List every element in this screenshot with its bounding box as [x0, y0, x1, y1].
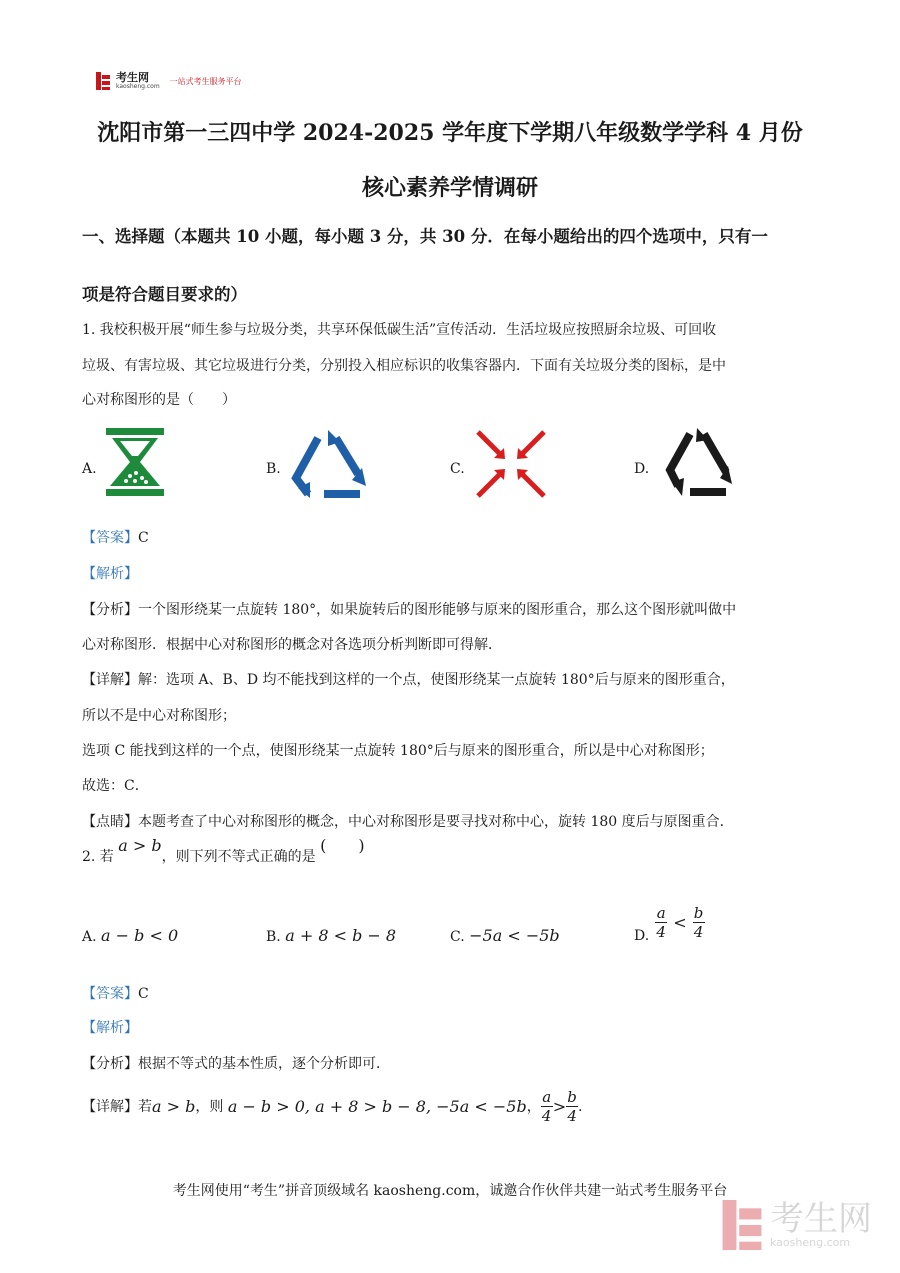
q1-stem-line2: 垃圾、有害垃圾、其它垃圾进行分类，分别投入相应标识的收集容器内．下面有关垃圾分类的图标，是中 [82, 358, 726, 374]
q1-stem-line1: 1. 我校积极开展“师生参与垃圾分类，共享环保低碳生活”宣传活动．生活垃圾应按照厨余垃圾、可回收 [82, 322, 717, 338]
page-title-line1: 沈阳市第一三四中学 2024-2025 学年度下学期八年级数学学科 4 月份 [97, 120, 803, 146]
q2-analysis-tag: 【解析】 [82, 1020, 138, 1036]
q2-answer-tag: 【答案】 [82, 986, 138, 1002]
q1-option-c-label: C. [450, 461, 465, 477]
q2-option-d-frac2 [693, 904, 705, 941]
q1-xiangjie-line2: 所以不是中心对称图形； [82, 708, 236, 724]
section-heading-line2: 项是符合题目要求的） [82, 285, 247, 304]
q1-dianjing [82, 812, 734, 832]
q2-paren: ( ) [320, 836, 365, 855]
q2-answer [82, 984, 149, 1004]
frac-numerator: b [693, 904, 704, 922]
q1-stem-line3: 心对称图形的是（ ） [82, 392, 236, 408]
frac-denominator: 4 [693, 923, 704, 941]
q2-option-a-expr: a − b < 0 [101, 926, 179, 945]
q1-fenxi-text1: 一个图形绕某一点旋转 180°，如果旋转后的图形能够与原来的图形重合，那么这个图形就叫做中 [138, 602, 737, 618]
q2-xiangjie [82, 1088, 592, 1125]
q1-option-d-label: D. [634, 461, 650, 477]
frac-numerator: a [542, 1088, 552, 1106]
q2-xj-rel: > [552, 1096, 567, 1116]
q2-xj-frac1 [541, 1088, 553, 1125]
q2-option-b [266, 926, 396, 945]
watermark-domain: kaosheng.com [770, 1235, 851, 1249]
page-title-line2: 核心素养学情调研 [361, 175, 538, 201]
q2-stem-post: ，则下列不等式正确的是 [161, 849, 316, 865]
q2-fenxi-tag: 【分析】 [82, 1056, 138, 1072]
q1-xiangjie-line3: 选项 C 能找到这样的一个点，使图形绕某一点旋转 180°后与原来的图形重合，所以是中心对称图形； [82, 743, 714, 759]
q2-xiangjie-tag: 【详解】 [82, 1098, 138, 1115]
logo-name: 考生网 [116, 71, 149, 84]
q2-stem-pre: 2. 若 [82, 849, 114, 865]
q2-fenxi [82, 1054, 390, 1074]
watermark-name: 考生网 [770, 1198, 872, 1239]
q2-option-a-label: A. [82, 929, 97, 945]
q2-answer-value: C [138, 986, 149, 1002]
q2-option-d-label: D. [634, 927, 650, 944]
q1-dianjing-tag: 【点睛】 [82, 814, 138, 830]
site-logo [96, 72, 242, 90]
logo-slogan: 一站式考生服务平台 [169, 76, 242, 86]
frac-denominator: 4 [656, 923, 666, 941]
q2-option-b-label: B. [266, 929, 281, 945]
q1-xiangjie-line4: 故选：C． [82, 778, 149, 794]
q2-option-c-label: C. [450, 929, 465, 945]
q2-stem [82, 836, 365, 867]
frac-numerator: a [656, 904, 666, 922]
q1-option-b-label: B. [266, 461, 281, 477]
frac-denominator: 4 [541, 1107, 552, 1125]
hazardous-waste-arrows-icon [474, 428, 548, 504]
q2-xj-pre: 若 [138, 1098, 152, 1115]
q2-option-c-expr: −5a < −5b [469, 926, 560, 945]
q1-analysis-tag: 【解析】 [82, 566, 138, 582]
section-heading-line1: 一、选择题（本题共 10 小题，每小题 3 分，共 30 分．在每小题给出的四个选项中，只有一 [82, 227, 768, 246]
q1-answer-tag: 【答案】 [82, 530, 138, 546]
page-footer: 考生网使用“考生”拼音顶级域名 kaosheng.com，诚邀合作伙伴共建一站式考生服务平台 [172, 1183, 728, 1199]
q2-xj-end: ． [578, 1098, 593, 1115]
q1-xiangjie-text1: 解：选项 A、B、D 均不能找到这样的一个点，使图形绕某一点旋转 180°后与原来的图形重合， [138, 672, 735, 688]
frac-denominator: 4 [567, 1107, 577, 1125]
q2-option-d-rel: < [673, 913, 687, 932]
q2-condition: a > b [118, 836, 162, 855]
q2-option-a [82, 926, 178, 945]
q2-xj-comma: ， [526, 1098, 541, 1115]
q2-xj-expr: a − b > 0, a + 8 > b − 8, −5a < −5b [227, 1096, 527, 1116]
other-waste-triangle-icon [660, 426, 734, 502]
q1-fenxi-line2: 心对称图形．根据中心对称图形的概念对各选项分析判断即可得解． [82, 637, 502, 653]
kitchen-waste-hourglass-icon [102, 426, 168, 502]
q1-xiangjie-tag: 【详解】 [82, 672, 138, 688]
q1-answer-value: C [138, 530, 149, 546]
q2-option-c [450, 926, 560, 945]
q2-option-d-frac1 [655, 904, 667, 941]
q1-dianjing-text: 本题考查了中心对称图形的概念，中心对称图形是要寻找对称中心，旋转 180 度后与原图重合． [138, 814, 734, 830]
q1-option-a-label: A. [82, 461, 97, 477]
logo-mark-icon [96, 72, 110, 90]
q1-answer [82, 528, 149, 548]
q1-xiangjie-line1 [82, 670, 735, 690]
q2-option-b-expr: a + 8 < b − 8 [285, 926, 397, 945]
q2-xj-frac2 [566, 1088, 578, 1125]
frac-numerator: b [567, 1088, 577, 1106]
q2-xj-cond: a > b [152, 1096, 196, 1116]
recycle-triangle-icon [288, 428, 368, 504]
q2-fenxi-text: 根据不等式的基本性质，逐个分析即可． [138, 1056, 390, 1072]
q1-fenxi-tag: 【分析】 [82, 602, 138, 618]
logo-domain: kaosheng.com [116, 83, 160, 90]
q2-xj-mid: ，则 [195, 1098, 224, 1115]
watermark [722, 1200, 872, 1250]
q2-option-d [634, 904, 705, 944]
watermark-logo-icon [722, 1200, 762, 1250]
q1-fenxi-line1 [82, 600, 736, 620]
